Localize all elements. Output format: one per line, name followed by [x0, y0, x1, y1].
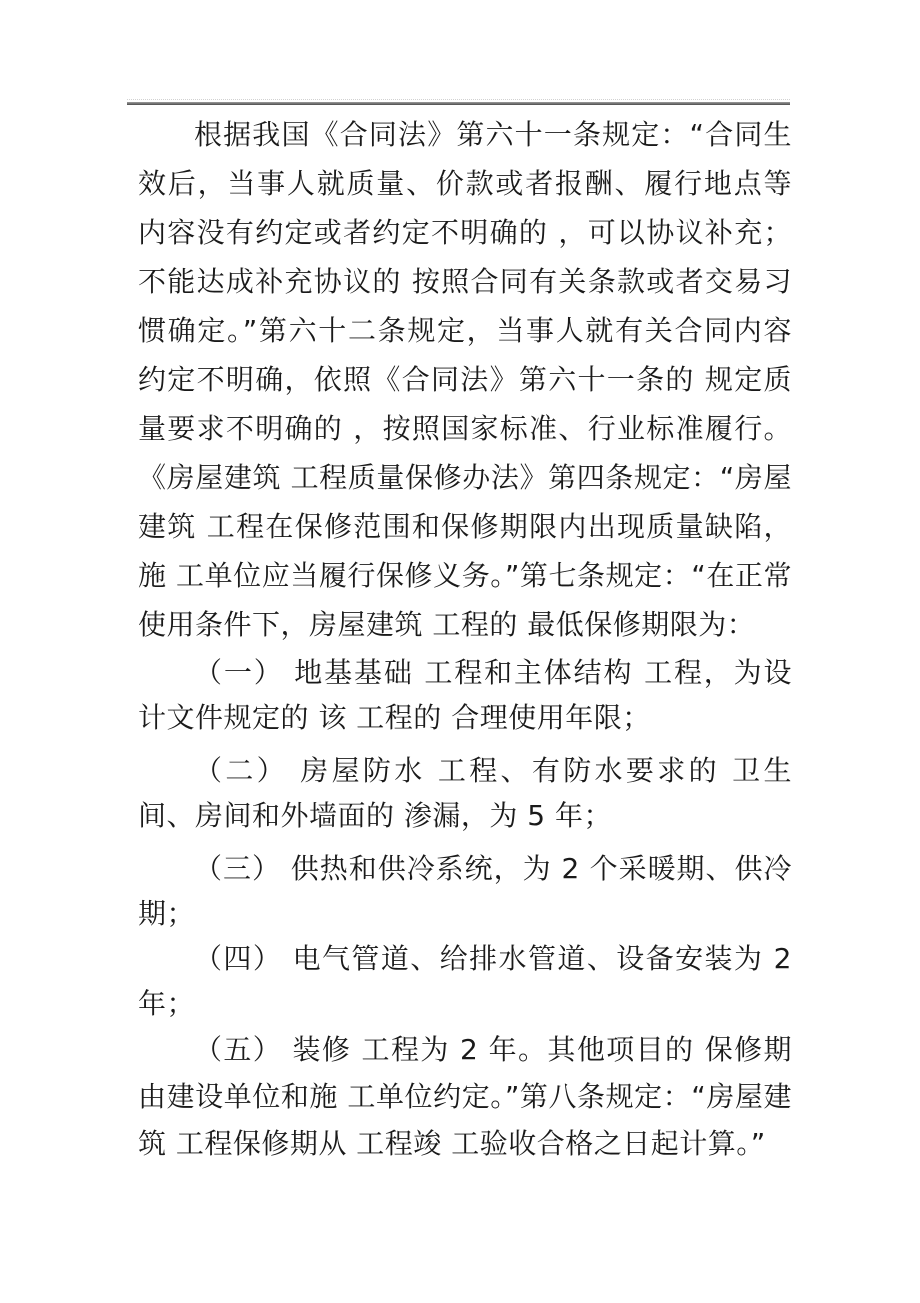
header-divider-solid-line — [127, 102, 790, 105]
list-item-2-waterproofing: （二） 房屋防水 工程、有防水要求的 卫生间、房间和外墙面的 渗漏，为 5 年； — [138, 754, 792, 832]
header-divider — [127, 99, 790, 105]
list-item-3-heating-cooling: （三） 供热和供冷系统，为 2 个采暖期、供冷期； — [138, 852, 792, 930]
list-item-1-foundation-structure: （一） 地基基础 工程和主体结构 工程，为设计文件规定的 该 工程的 合理使用年限； — [138, 656, 792, 734]
list-item-4-pipes-equipment: （四） 电气管道、给排水管道、设备安装为 2 年； — [138, 942, 792, 1020]
document-body — [138, 110, 792, 1167]
header-divider-dotted-line — [127, 99, 790, 100]
paragraph-contract-law-basis: 根据我国《合同法》第六十一条规定：“合同生效后，当事人就质量、价款或者报酬、履行地点等内容没有约定或者约定不明确的 ，可以协议补充；不能达成补充协议的 按照合同有关条款或者交易习惯确定。”第六十二条规定，当事人就有关合同内容约定不明确，依照《合同法》第六十一条的 规定质量要求不明确的 ，按照国家标准、行业标准履行。《房屋建筑 工程质量保修办法》第四条规定：“房屋建筑 工程在保修范围和保修期限内出现质量缺陷，施 工单位应当履行保修义务。”第七条规定：“在正常使用条件下，房屋建筑 工程的 最低保修期限为： — [138, 118, 792, 641]
list-item-5-decoration-and-article-8: （五） 装修 工程为 2 年。其他项目的 保修期由建设单位和施 工单位约定。”第八条规定：“房屋建筑 工程保修期从 工程竣 工验收合格之日起计算。” — [138, 1033, 792, 1160]
